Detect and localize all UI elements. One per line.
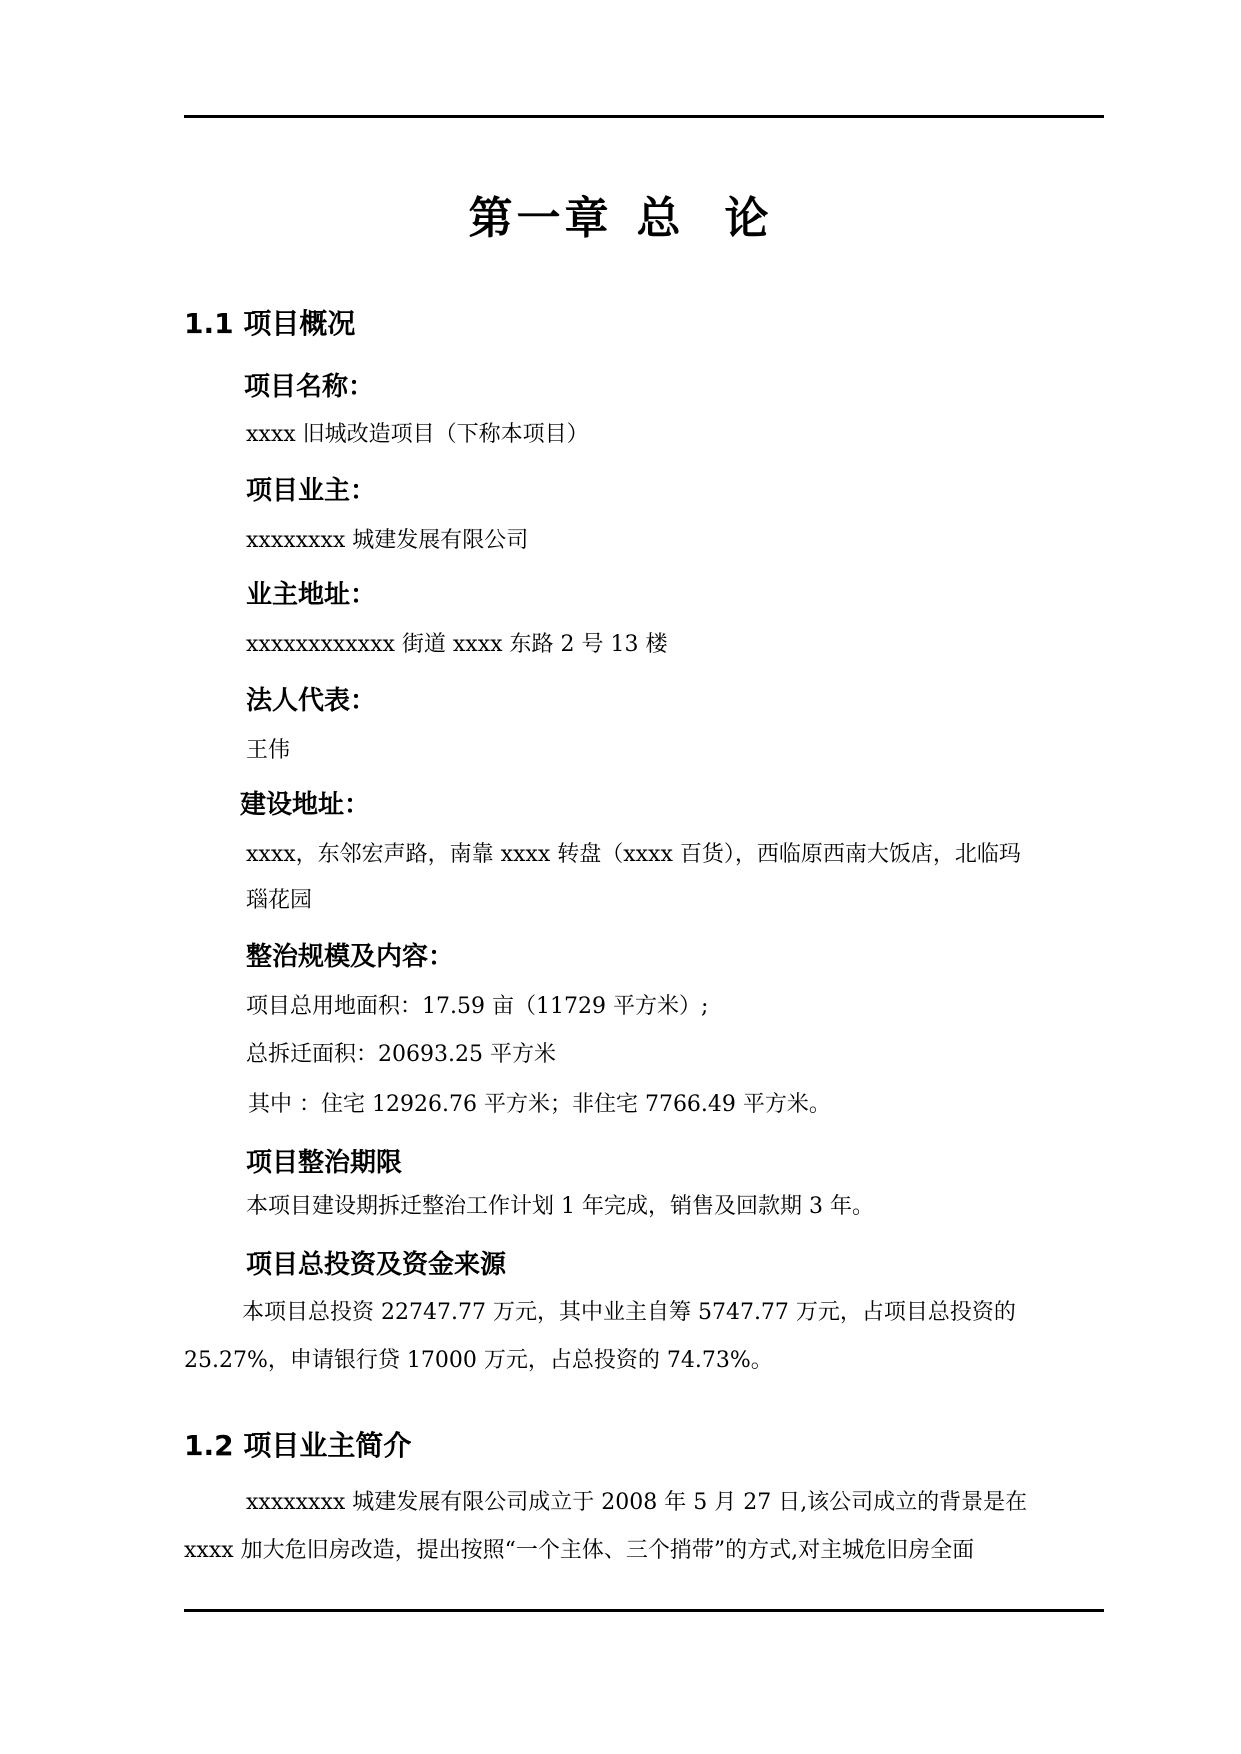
label-project-owner: 项目业主： (246, 476, 377, 506)
owner-intro-line2: xxxx 加大危旧房改造，提出按照“一个主体、三个捎带”的方式,对主城危旧房全面 (184, 1538, 975, 1563)
label-investment: 项目总投资及资金来源 (246, 1250, 507, 1280)
value-construction-address-line2: 瑙花园 (246, 888, 313, 913)
chapter-title-part1: 第一章 (468, 193, 613, 244)
owner-intro-line1: xxxxxxxx 城建发展有限公司成立于 2008 年 5 月 27 日,该公司成立的背景是在 (246, 1490, 1028, 1515)
value-construction-address-line1: xxxx，东邻宏声路，南靠 xxxx 转盘（xxxx 百货），西临原西南大饭店，北临玛 (246, 842, 1021, 867)
label-project-name: 项目名称： (244, 372, 375, 402)
value-scale-line3: 其中 ：住宅 12926.76 平方米；非住宅 7766.49 平方米。 (248, 1092, 831, 1117)
section-heading-1-2: 1.2 项目业主简介 (184, 1429, 412, 1462)
label-period: 项目整治期限 (246, 1148, 403, 1178)
label-construction-address: 建设地址： (240, 790, 371, 820)
value-investment-line2: 25.27%，申请银行贷 17000 万元，占总投资的 74.73%。 (184, 1348, 773, 1373)
header-rule (184, 115, 1104, 118)
label-legal-rep: 法人代表： (246, 686, 377, 716)
value-project-name: xxxx 旧城改造项目（下称本项目） (246, 422, 589, 447)
value-period: 本项目建设期拆迁整治工作计划 1 年完成，销售及回款期 3 年。 (246, 1194, 874, 1219)
chapter-title-part2: 总 (636, 193, 685, 244)
value-scale-line2: 总拆迁面积：20693.25 平方米 (246, 1042, 556, 1067)
value-scale-line1: 项目总用地面积：17.59 亩（11729 平方米）; (246, 994, 709, 1019)
chapter-title-part3: 论 (724, 193, 773, 244)
value-project-owner: xxxxxxxx 城建发展有限公司 (246, 528, 529, 553)
chapter-title (0, 182, 1241, 246)
section-heading-1-1: 1.1 项目概况 (184, 307, 356, 340)
value-legal-rep: 王伟 (246, 738, 291, 763)
footer-rule (184, 1609, 1104, 1612)
label-scale-content: 整治规模及内容： (246, 942, 455, 972)
label-owner-address: 业主地址： (246, 580, 377, 610)
value-owner-address: xxxxxxxxxxxx 街道 xxxx 东路 2 号 13 楼 (246, 632, 668, 657)
value-investment-line1: 本项目总投资 22747.77 万元，其中业主自筹 5747.77 万元，占项目总投资的 (242, 1300, 1016, 1325)
